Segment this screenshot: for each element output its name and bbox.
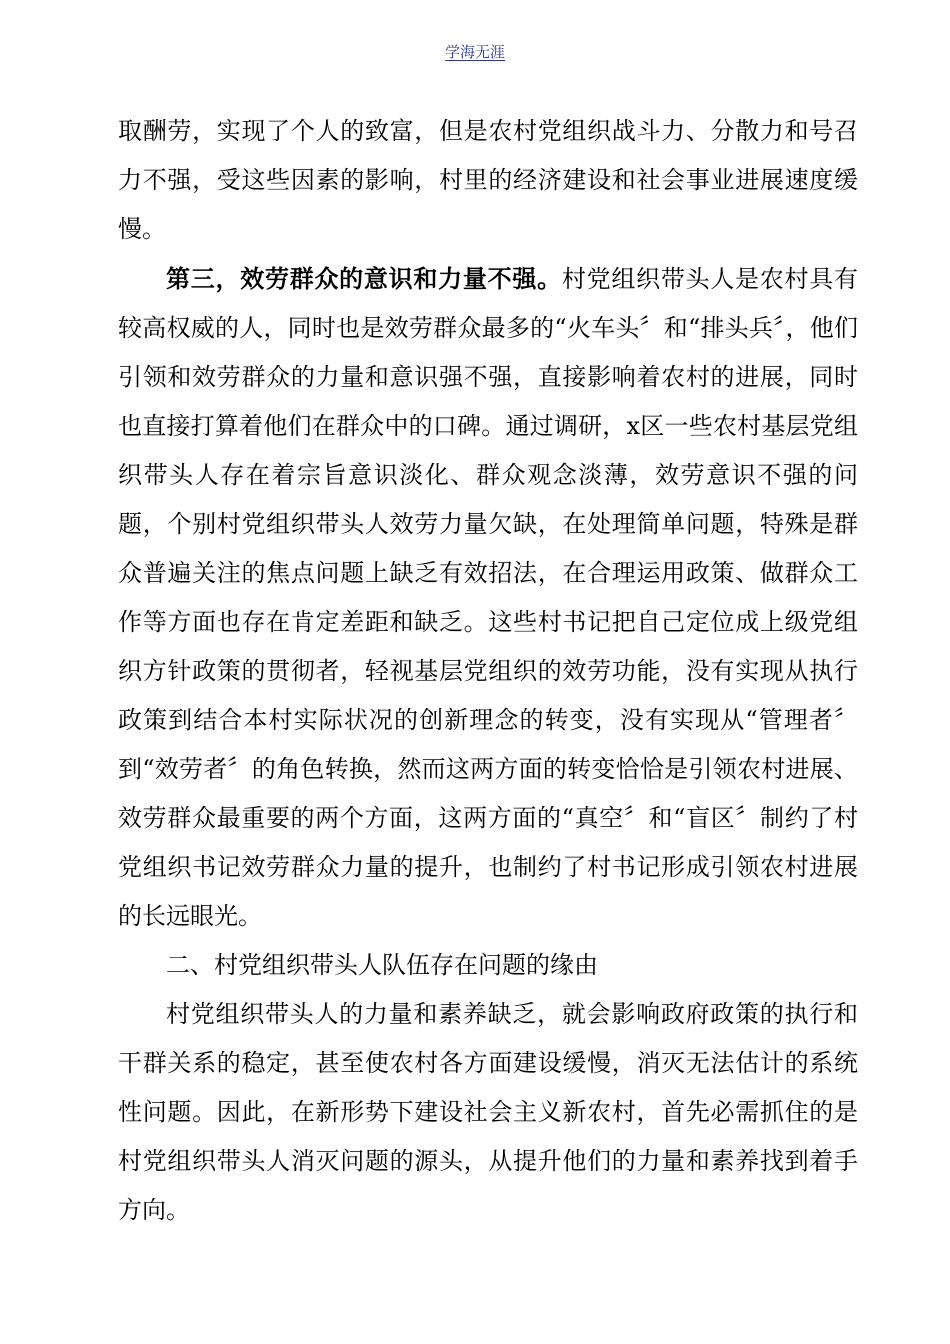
paragraph-body-text: 村党组织带头人是农村具有较高权威的人，同时也是效劳群众最多的“火车头〞和“排头兵〞，他们引领和效劳群众的力量和意识强不强，直接影响着农村的进展，同时也直接打算着他们在群众中的口碑。通过调研，x区一些农村基层党组织带头人存在着宗旨意识淡化、群众观念淡薄，效劳意识不强的问题，个别村党组织带头人效劳力量欠缺，在处理简单问题，特殊是群众普遍关注的焦点问题上缺乏有效招法，在合理运用政策、做群众工作等方面也存在肯定差距和缺乏。这些村书记把自己定位成上级党组织方针政策的贯彻者，轻视基层党组织的效劳功能，没有实现从执行政策到结合本村实际状况的创新理念的转变，没有实现从“管理者〞到“效劳者〞的角色转换，然而这两方面的转变恰恰是引领农村进展、效劳群众最重要的两个方面，这两方面的“真空〞和“盲区〞制约了村党组织书记效劳群众力量的提升，也制约了村书记形成引领农村进展的长远眼光。 (118, 265, 859, 930)
document-body (118, 107, 858, 1235)
section-heading: 二、村党组织带头人队伍存在问题的缘由 (166, 951, 598, 979)
paragraph-causes: 村党组织带头人的力量和素养缺乏，就会影响政府政策的执行和干群关系的稳定，甚至使农村各方面建设缓慢，消灭无法估计的系统性问题。因此，在新形势下建设社会主义新农村，首先必需抓住的是村党组织带头人消灭问题的源头，从提升他们的力量和素养找到着手方向。 (118, 1000, 858, 1224)
paragraph-lead-heading: 第三，效劳群众的意识和力量不强。 (166, 264, 562, 293)
paragraph-continuation: 取酬劳，实现了个人的致富，但是农村党组织战斗力、分散力和号召力不强，受这些因素的影响，村里的经济建设和社会事业进展速度缓慢。 (118, 117, 858, 243)
header (0, 42, 950, 62)
paragraph-third-point (118, 254, 858, 941)
header-link[interactable]: 学海无涯 (444, 43, 505, 61)
